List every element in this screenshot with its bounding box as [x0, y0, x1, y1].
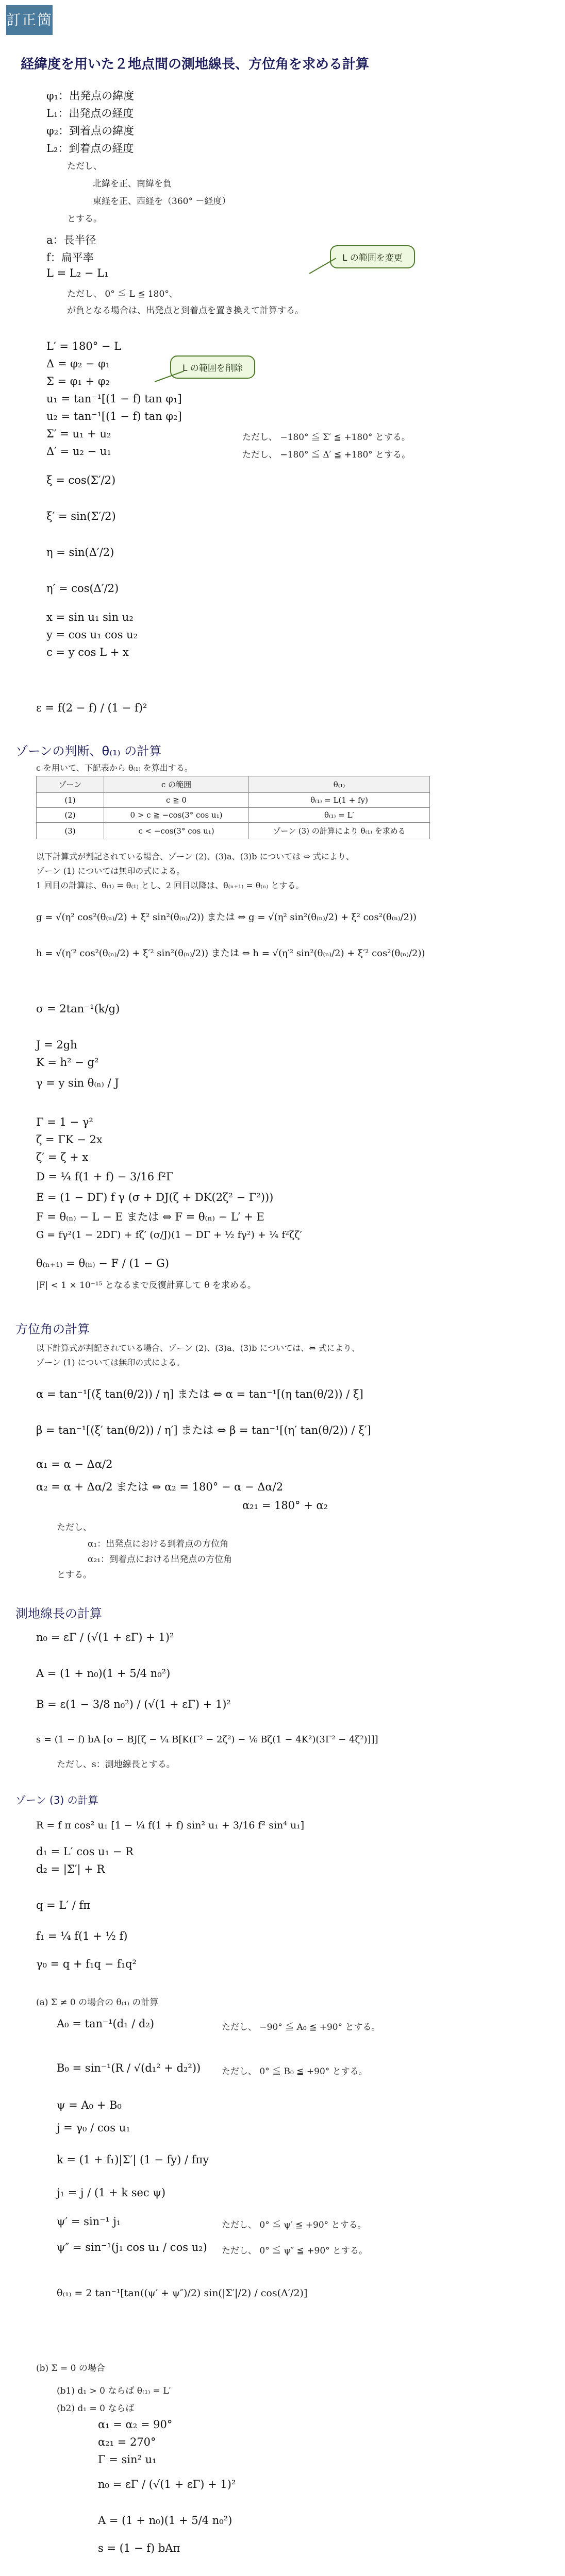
zone3-heading: ゾーン (3) の計算	[15, 1794, 98, 1806]
eq-gamma: γ = y sin θ₍ₙ₎ / J	[36, 1077, 119, 1089]
table-cell: θ₍₁₎ = L(1 + fy)	[249, 793, 430, 808]
eq-b2-n0: n₀ = εΓ / (√(1 + εΓ) + 1)²	[98, 2478, 236, 2490]
table-cell: c < −cos(3° cos u₁)	[104, 823, 249, 839]
eq-b2-gamma: Γ = sin² u₁	[98, 2453, 157, 2466]
eq-g: g = √(η² cos²(θ₍ₙ₎/2) + ξ² sin²(θ₍ₙ₎/2)) または ⇔ g = √(η² sin²(θ₍ₙ₎/2) + ξ² cos²(θ₍ₙ₎/2))	[36, 912, 417, 923]
zone3-b1: (b1) d₁ > 0 ならば θ₍₁₎ = L′	[57, 2386, 171, 2396]
eq-psi-dprime-note: ただし、 0° ≦ ψ″ ≦ +90° とする。	[222, 2246, 368, 2256]
eq-y: y = cos u₁ cos u₂	[46, 629, 138, 641]
eq-epsilon: ε = f(2 − f) / (1 − f)²	[36, 702, 147, 714]
zone-col-range: c の範囲	[104, 776, 249, 793]
correction-badge: 訂正箇所	[6, 5, 53, 35]
eq-f1: f₁ = ¼ f(1 + ½ f)	[36, 1930, 128, 1942]
geodesic-heading: 測地線長の計算	[15, 1606, 102, 1621]
eq-d2: d₂ = |Σ′| + R	[36, 1863, 105, 1875]
azimuth-p1: 以下計算式が判記されている場合、ゾーン (2)、(3)a、(3)b については、⇔ 式により、	[36, 1343, 360, 1353]
eq-alpha21: α₂₁ = 180° + α₂	[242, 1499, 328, 1512]
eq-u1: u₁ = tan⁻¹[(1 − f) tan φ₁]	[46, 393, 182, 405]
cond-suffix: が負となる場合は、出発点と到着点を置き換えて計算する。	[67, 306, 304, 316]
def-phi2: φ₂：到着点の緯度	[46, 125, 135, 137]
def-l2: L₂：到着点の経度	[46, 142, 134, 155]
table-cell: θ₍₁₎ = L′	[249, 808, 430, 823]
eq-r: R = f π cos² u₁ [1 − ¼ f(1 + f) sin² u₁ + 3/16 f² sin⁴ u₁]	[36, 1820, 305, 1831]
callout-l-range-removed: L の範囲を削除	[170, 355, 255, 379]
eq-s: s = (1 − f) bA [σ − BJ[ζ − ¼ B[K(Γ² − 2ζ²) − ⅙ Bζ(1 − 4K²)(3Γ² − 4ζ²)]]]	[36, 1734, 378, 1745]
zone3-b2: (b2) d₁ = 0 ならば	[57, 2403, 135, 2414]
eq-xi: ξ = cos(Σ′/2)	[46, 474, 116, 486]
eq-psi-dprime: ψ″ = sin⁻¹(j₁ cos u₁ / cos u₂)	[57, 2241, 207, 2253]
eq-a0-note: ただし、 −90° ≦ A₀ ≦ +90° とする。	[222, 2022, 380, 2032]
azimuth-note-1: α₁：出発点における到着点の方位角	[88, 1539, 229, 1549]
table-cell: c ≧ 0	[104, 793, 249, 808]
table-cell: (1)	[37, 793, 104, 808]
eq-g2: G = fγ²(1 − 2DΓ) + fζ′ (σ/J)(1 − DΓ + ½ fγ²) + ¼ f²ζζ′	[36, 1229, 302, 1241]
eq-b2-alpha: α₁ = α₂ = 90°	[98, 2418, 173, 2431]
zone-intro: c を用いて、下記表から θ₍₁₎ を算出する。	[36, 763, 193, 773]
eq-u2: u₂ = tan⁻¹[(1 − f) tan φ₂]	[46, 410, 182, 422]
eq-sigma-prime: Σ′ = u₁ + u₂	[46, 428, 111, 440]
zone3-b-heading: (b) Σ = 0 の場合	[36, 2363, 105, 2374]
eq-zeta: ζ = ΓK − 2x	[36, 1133, 103, 1146]
eq-psi-prime: ψ′ = sin⁻¹ j₁	[57, 2215, 121, 2228]
eq-psi-prime-note: ただし、 0° ≦ ψ′ ≦ +90° とする。	[222, 2220, 367, 2230]
const-f: f：扁平率	[46, 251, 94, 264]
zone-table	[36, 776, 430, 839]
azimuth-note-intro: ただし、	[57, 1522, 92, 1533]
table-row	[37, 793, 430, 808]
eq-zeta-prime: ζ′ = ζ + x	[36, 1151, 89, 1163]
eq-sigma: Σ = φ₁ + φ₂	[46, 375, 110, 387]
zone-col-zone: ゾーン	[37, 776, 104, 793]
const-l: L = L₂ − L₁	[46, 267, 109, 279]
eq-b0-note: ただし、 0° ≦ B₀ ≦ +90° とする。	[222, 2066, 368, 2077]
eq-q: q = L′ / fπ	[36, 1899, 91, 1911]
eq-e: E = (1 − DΓ) f γ (σ + DJ(ζ + DK(2ζ² − Γ²)))	[36, 1191, 274, 1204]
eq-a0: A₀ = tan⁻¹(d₁ / d₂)	[57, 2018, 155, 2030]
eq-lprime: L′ = 180° − L	[46, 340, 122, 352]
defs-note-2: 東経を正、西経を（360° －経度）	[93, 196, 231, 207]
eq-alpha1: α₁ = α − Δα/2	[36, 1458, 113, 1470]
azimuth-note-end: とする。	[57, 1570, 92, 1580]
eq-n0: n₀ = εΓ / (√(1 + εΓ) + 1)²	[36, 1631, 174, 1643]
table-row	[37, 823, 430, 839]
defs-note-1: 北緯を正、南緯を負	[93, 179, 172, 189]
eq-d1: d₁ = L′ cos u₁ − R	[36, 1845, 134, 1858]
table-row	[37, 808, 430, 823]
geodesic-note: ただし、s：測地線長とする。	[57, 1759, 175, 1770]
eq-eta-prime: η′ = cos(Δ′/2)	[46, 582, 119, 595]
eq-k: K = h² − g²	[36, 1056, 99, 1069]
table-cell: (3)	[37, 823, 104, 839]
zone-table-wrap	[36, 776, 430, 839]
eq-j-lower: j = γ₀ / cos u₁	[57, 2122, 130, 2134]
eq-k-lower: k = (1 + f₁)|Σ′| (1 − fy) / fπy	[57, 2154, 209, 2166]
eq-beta: β = tan⁻¹[(ξ′ tan(θ/2)) / η′] または ⇔ β = tan⁻¹[(η′ tan(θ/2)) / ξ′]	[36, 1424, 371, 1436]
eq-delta-prime-note: ただし、 −180° ≦ Δ′ ≦ +180° とする。	[242, 450, 411, 460]
eq-j1: j₁ = j / (1 + k sec ψ)	[57, 2187, 166, 2199]
eq-b0: B₀ = sin⁻¹(R / √(d₁² + d₂²))	[57, 2062, 201, 2074]
def-l1: L₁：出発点の経度	[46, 107, 134, 120]
eq-xi-prime: ξ′ = sin(Σ′/2)	[46, 510, 116, 522]
zone-p2: ゾーン (1) については無印の式による。	[36, 866, 185, 876]
eq-f: F = θ₍ₙ₎ − L − E または ⇔ F = θ₍ₙ₎ − L′ + E	[36, 1211, 264, 1223]
eq-cap-gamma: Γ = 1 − γ²	[36, 1116, 93, 1128]
zone-p1: 以下計算式が判記されている場合、ゾーン (2)、(3)a、(3)b については ⇔ 式により、	[36, 852, 354, 861]
eq-theta1: θ₍₁₎ = 2 tan⁻¹[tan((ψ′ + ψ″)/2) sin(|Σ′|/2) / cos(Δ′/2)]	[57, 2287, 308, 2299]
def-phi1: φ₁：出発点の緯度	[46, 90, 135, 102]
eq-converge: |F| < 1 × 10⁻¹⁵ となるまで反復計算して θ を求める。	[36, 1280, 256, 1291]
const-a: a：長半径	[46, 234, 96, 246]
eq-alpha: α = tan⁻¹[(ξ tan(θ/2)) / η] または ⇔ α = tan⁻¹[(η tan(θ/2)) / ξ]	[36, 1388, 363, 1400]
zone-heading: ゾーンの判断、θ₍₁₎ の計算	[15, 744, 162, 758]
eq-gamma0: γ₀ = q + f₁q − f₁q²	[36, 1958, 137, 1970]
azimuth-p2: ゾーン (1) については無印の式による。	[36, 1358, 185, 1367]
zone-col-theta: θ₍₁₎	[249, 776, 430, 793]
eq-d: D = ¼ f(1 + f) − 3/16 f²Γ	[36, 1171, 174, 1183]
eq-x: x = sin u₁ sin u₂	[46, 611, 134, 623]
azimuth-note-2: α₂₁：到着点における出発点の方位角	[88, 1554, 232, 1565]
cond-prefix: ただし、 0° ≦ L ≦ 180°、	[67, 289, 178, 299]
eq-c: c = y cos L + x	[46, 646, 129, 658]
eq-eta: η = sin(Δ′/2)	[46, 546, 114, 558]
table-cell: 0 > c ≧ −cos(3° cos u₁)	[104, 808, 249, 823]
eq-delta-prime: Δ′ = u₂ − u₁	[46, 445, 111, 457]
azimuth-heading: 方位角の計算	[15, 1322, 90, 1336]
eq-theta-next: θ₍ₙ₊₁₎ = θ₍ₙ₎ − F / (1 − G)	[36, 1257, 169, 1269]
eq-sigma-prime-note: ただし、 −180° ≦ Σ′ ≦ +180° とする。	[242, 432, 410, 443]
callout-l-range-changed: L の範囲を変更	[330, 245, 415, 268]
defs-note-intro: ただし、	[67, 161, 102, 172]
eq-b2-alpha21: α₂₁ = 270°	[98, 2436, 156, 2448]
zone3-a-heading: (a) Σ ≠ 0 の場合の θ₍₁₎ の計算	[36, 1997, 159, 2008]
page-title: 経緯度を用いた２地点間の測地線長、方位角を求める計算	[21, 57, 370, 72]
eq-b2-a: A = (1 + n₀)(1 + 5/4 n₀²)	[98, 2514, 232, 2527]
eq-sigma-angle: σ = 2tan⁻¹(k/g)	[36, 1003, 120, 1015]
eq-alpha2: α₂ = α + Δα/2 または ⇔ α₂ = 180° − α − Δα/2	[36, 1481, 284, 1493]
eq-delta: Δ = φ₂ − φ₁	[46, 358, 110, 370]
eq-h: h = √(η′² cos²(θ₍ₙ₎/2) + ξ′² sin²(θ₍ₙ₎/2)) または ⇔ h = √(η′² sin²(θ₍ₙ₎/2) + ξ′² cos²(θ₍ₙ₎/2))	[36, 948, 425, 959]
eq-j: J = 2gh	[36, 1039, 77, 1051]
defs-note-end: とする。	[67, 214, 102, 224]
eq-psi: ψ = A₀ + B₀	[57, 2099, 122, 2111]
eq-cap-a: A = (1 + n₀)(1 + 5/4 n₀²)	[36, 1667, 171, 1680]
eq-b2-s: s = (1 − f) bAπ	[98, 2542, 180, 2554]
table-cell: (2)	[37, 808, 104, 823]
zone-p3: 1 回目の計算は、θ₍₁₎ = θ₍₁₎ とし、2 回目以降は、θ₍ₙ₊₁₎ = θ₍ₙ₎ とする。	[36, 880, 304, 890]
table-cell: ゾーン (3) の計算により θ₍₁₎ を求める	[249, 823, 430, 839]
eq-cap-b: B = ε(1 − 3/8 n₀²) / (√(1 + εΓ) + 1)²	[36, 1698, 231, 1710]
